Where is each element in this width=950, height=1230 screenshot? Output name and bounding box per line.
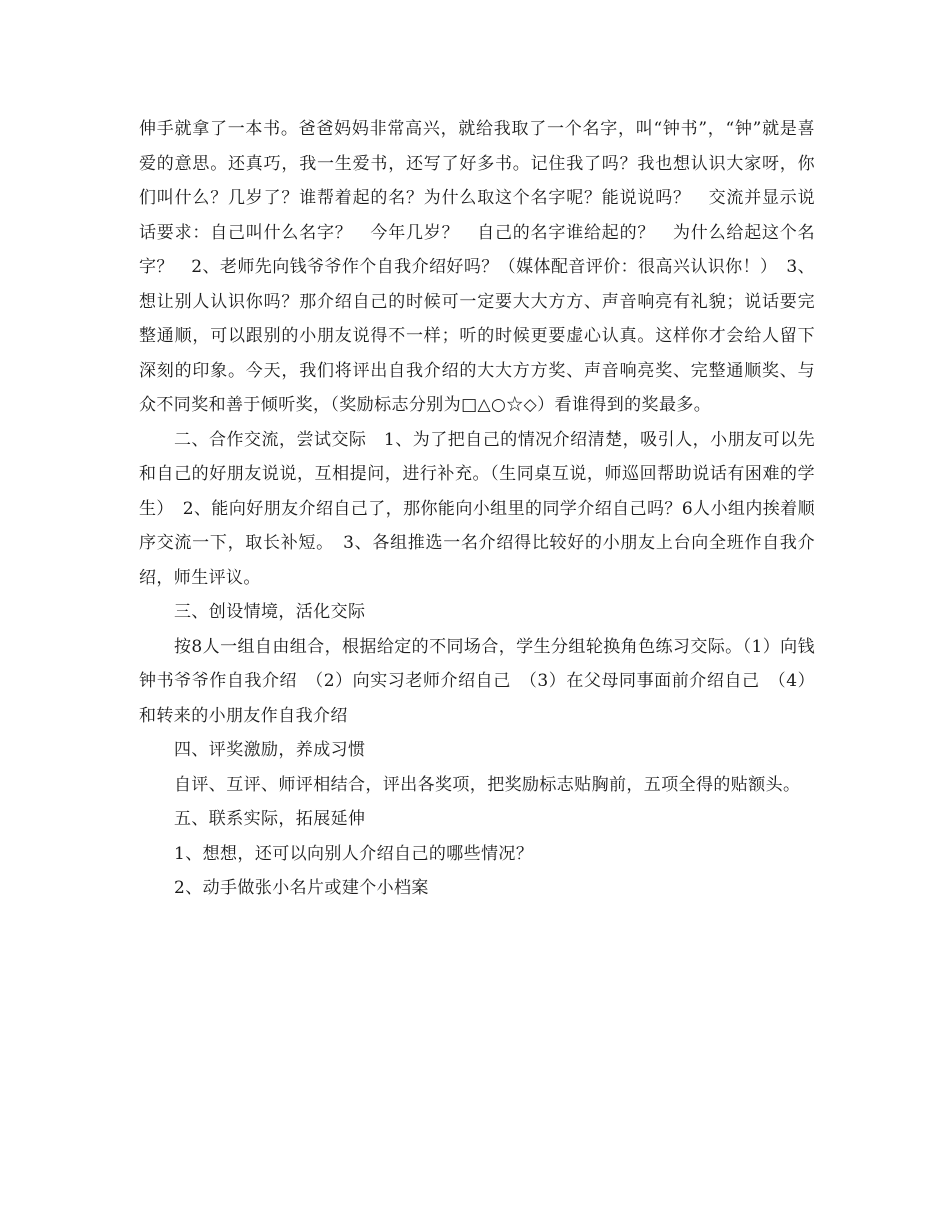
heading-awards: 四、评奖激励，养成习惯 bbox=[174, 740, 366, 760]
paragraph-cooperative-exchange: 二、合作交流，尝试交际 1、为了把自己的情况介绍清楚，吸引人，小朋友可以先和自己的好朋友说说，互相提问，进行补充。（生同桌互说，师巡回帮助说话有困难的学生） 2、能向好朋友介绍自己了，那你能向小组里的同学介绍自己吗？6人小组内挨着顺序交流一下，取长补短。 3、各组推选一名介绍得比较好的小朋友上台向全班作自我介绍，师生评议。 bbox=[139, 429, 815, 588]
list-item-extension-1: 1、想想，还可以向别人介绍自己的哪些情况？ bbox=[174, 843, 534, 864]
list-item-extension-2: 2、动手做张小名片或建个小档案 bbox=[174, 878, 429, 898]
heading-extension: 五、联系实际，拓展延伸 bbox=[174, 809, 366, 829]
paragraph-intro-continuation: 伸手就拿了一本书。爸爸妈妈非常高兴，就给我取了一个名字，叫“钟书”，“钟”就是喜爱的意思。还真巧，我一生爱书，还写了好多书。记住我了吗？我也想认识大家呀，你们叫什么？几岁了？谁帮着起的名？为什么取这个名字呢？能说说吗？ 交流并显示说话要求：自己叫什么名字？ 今年几岁？ 自己的名字谁给起的？ 为什么给起这个名字？ 2、老师先向钱爷爷作个自我介绍好吗？（媒体配音评价：很高兴认识你！） 3、想让别人认识你吗？那介绍自己的时候可一定要大大方方、声音响亮有礼貌；说话要完整通顺，可以跟别的小朋友说得不一样；听的时候更要虚心认真。这样你才会给人留下深刻的印象。今天，我们将评出自我介绍的大大方方奖、声音响亮奖、完整通顺奖、与众不同奖和善于倾听奖，（奖励标志分别为□△○☆◇）看谁得到的奖最多。 bbox=[139, 119, 815, 415]
paragraph-awards: 自评、互评、师评相结合，评出各奖项，把奖励标志贴胸前，五项全得的贴额头。 bbox=[174, 774, 801, 795]
document-body bbox=[139, 112, 815, 906]
paragraph-role-play: 按8人一组自由组合，根据给定的不同场合，学生分组轮换角色练习交际。（1）向钱钟书爷爷作自我介绍 （2）向实习老师介绍自己 （3）在父母同事面前介绍自己 （4）和转来的小朋友作自我介绍 bbox=[139, 636, 815, 726]
heading-create-scenario: 三、创设情境，活化交际 bbox=[174, 602, 366, 622]
